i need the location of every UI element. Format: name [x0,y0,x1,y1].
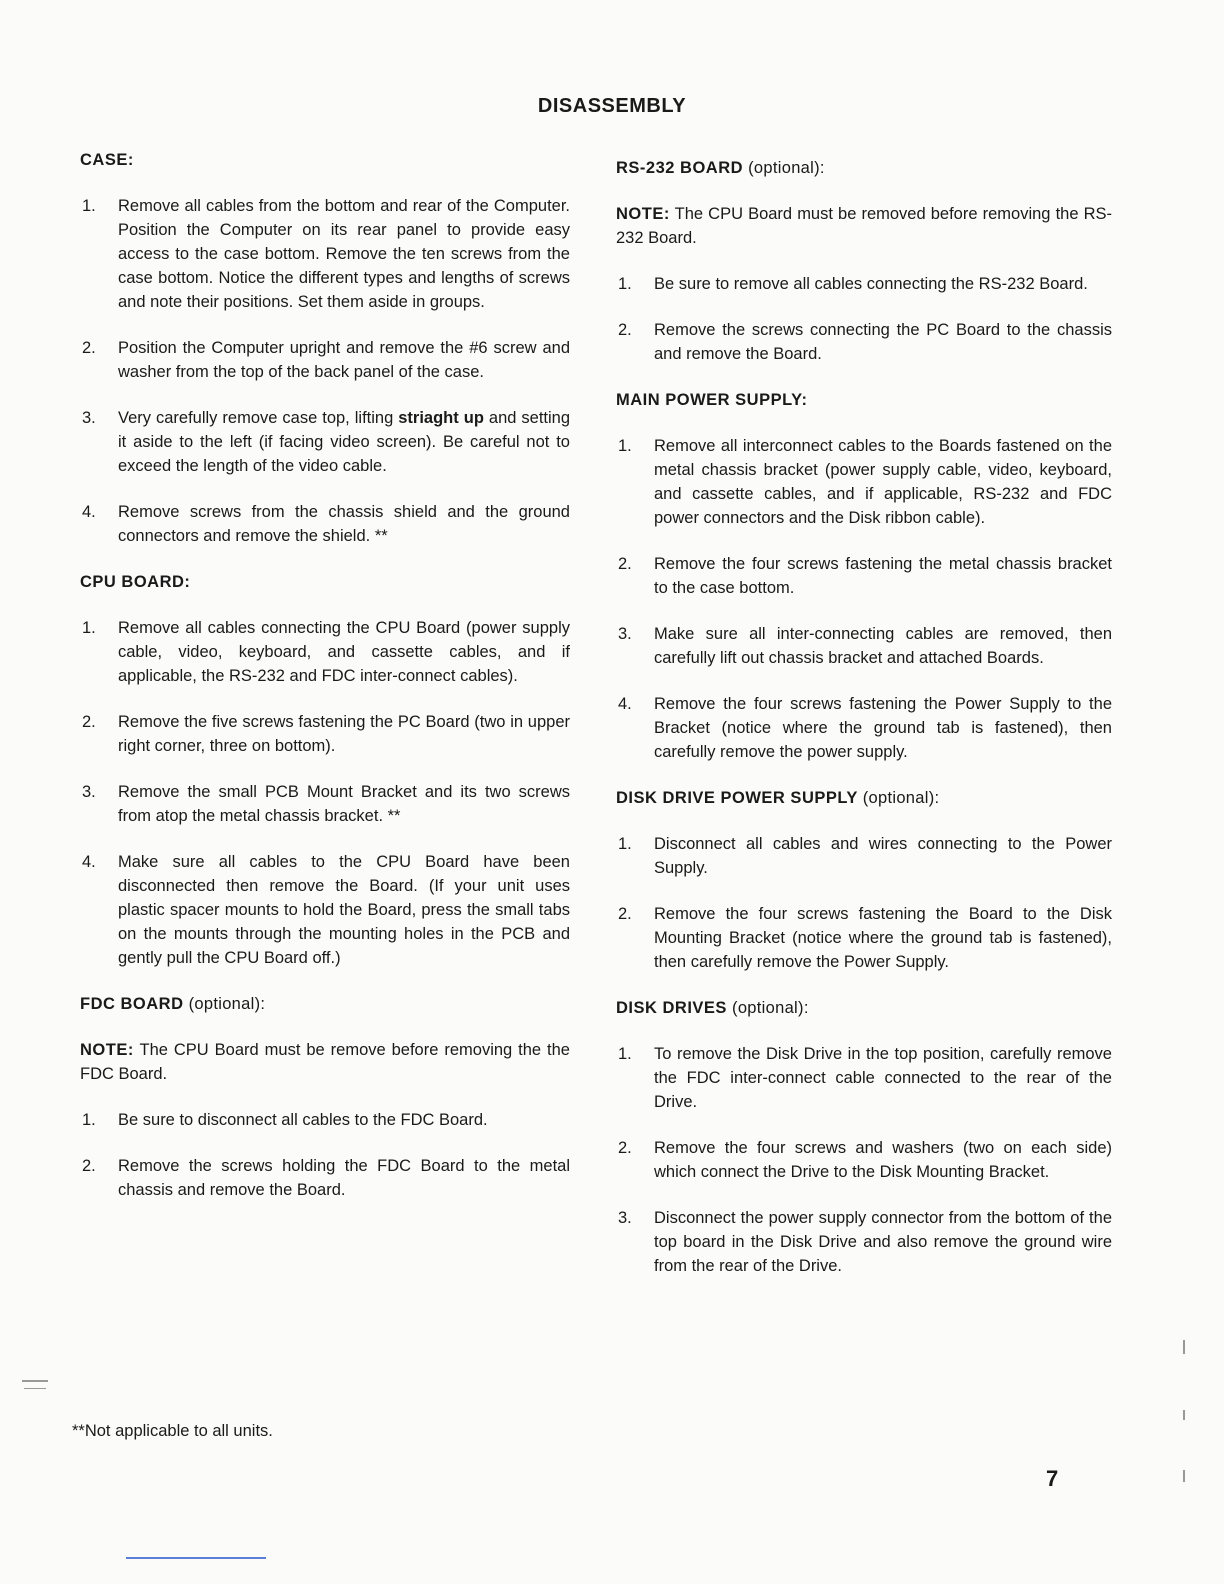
heading-label: DISK DRIVES [616,999,727,1017]
step-text: Remove the screws holding the FDC Board to the metal chassis and remove the Board. [118,1157,570,1199]
step-number: 2. [618,905,632,923]
fdc-board-step [80,1154,570,1202]
disk-drives-step [616,1042,1112,1114]
footnote: **Not applicable to all units. [72,1422,273,1440]
step-text: Remove screws from the chassis shield and the ground connectors and remove the shield. ** [118,503,570,545]
disk-drives-step [616,1206,1112,1278]
step-text: Remove the four screws and washers (two on each side) which connect the Drive to the Disk Mounting Bracket. [654,1139,1112,1181]
disk-drive-power-supply-step [616,902,1112,974]
step-number: 2. [618,555,632,573]
step-number: 1. [618,835,632,853]
step-number: 2. [618,1139,632,1157]
rs232-note [616,202,1112,250]
cpu-board-step [80,780,570,828]
note-label: NOTE: [80,1041,134,1059]
step-text: Remove the four screws fastening the Board to the Disk Mounting Bracket (notice where the ground tab is fastened), then carefully remove the Power Supply. [654,905,1112,971]
note-text: The CPU Board must be remove before removing the the FDC Board. [80,1041,570,1083]
case-step [80,194,570,314]
page-number: 7 [1046,1466,1059,1491]
step-text: Remove the screws connecting the PC Board to the chassis and remove the Board. [654,321,1112,363]
optional-label: (optional): [748,159,825,177]
page-title: DISASSEMBLY [537,95,687,117]
step-text: Be sure to remove all cables connecting the RS-232 Board. [654,275,1088,293]
right-column [616,148,1112,1300]
step-text [118,406,570,478]
step-text: Remove the four screws fastening the metal chassis bracket to the case bottom. [654,555,1112,597]
optional-label: (optional): [188,995,266,1013]
rs232-board-step [616,272,1112,296]
case-step [80,500,570,548]
step-number: 1. [82,197,96,215]
step-text-part: and setting it aside to the left (if facing video screen). Be careful not to exceed the length of the video cable. [118,409,571,475]
note-text: The CPU Board must be removed before removing the RS-232 Board. [616,205,1112,247]
step-text: Disconnect all cables and wires connecting to the Power Supply. [654,835,1112,877]
step-number: 2. [82,1157,96,1175]
fdc-board-heading [80,992,570,1016]
fdc-note [80,1038,570,1086]
step-number: 1. [82,1111,96,1129]
step-text-emphasis: striaght up [398,409,484,427]
step-number: 3. [618,625,632,643]
main-power-supply-heading: MAIN POWER SUPPLY: [616,391,808,409]
rs232-board-heading [616,156,1112,180]
main-power-supply-step [616,552,1112,600]
scan-artifact-mark [22,1380,48,1382]
cpu-board-heading: CPU BOARD: [80,573,191,591]
case-step [80,336,570,384]
main-power-supply-step [616,692,1112,764]
optional-label: (optional): [862,789,940,807]
step-number: 1. [618,1045,632,1063]
scan-artifact-mark [24,1388,46,1389]
disk-drive-power-supply-heading [616,786,1112,810]
disk-drives-step [616,1136,1112,1184]
case-heading: CASE: [80,151,134,169]
scan-artifact-mark [1183,1340,1185,1354]
disk-drive-power-supply-step [616,832,1112,880]
heading-label: FDC BOARD [80,995,184,1013]
step-text: Make sure all cables to the CPU Board have been disconnected then remove the Board. (If your unit uses plastic spacer mounts to hold the Board, press the small tabs on the mounts through the mounting holes in the PCB and gently pull the CPU Board off.) [118,853,570,967]
step-number: 3. [618,1209,632,1227]
step-text: Make sure all inter-connecting cables are removed, then carefully lift out chassis bracket and attached Boards. [654,625,1112,667]
cpu-board-step [80,710,570,758]
step-number: 2. [82,339,96,357]
case-step [80,406,570,478]
step-number: 3. [82,783,96,801]
main-power-supply-step [616,434,1112,530]
step-text: Be sure to disconnect all cables to the FDC Board. [118,1111,488,1129]
step-number: 4. [82,503,96,521]
heading-label: RS-232 BOARD [616,159,744,177]
step-text: Position the Computer upright and remove the #6 screw and washer from the top of the back panel of the case. [118,339,570,381]
step-text: Remove all interconnect cables to the Boards fastened on the metal chassis bracket (power supply cable, video, keyboard, and cassette cables, and if applicable, RS-232 and FDC power connectors and the Disk ribbon cable). [654,437,1112,527]
step-text: Remove the five screws fastening the PC Board (two in upper right corner, three on bottom). [118,713,570,755]
step-number: 1. [618,437,632,455]
step-number: 1. [618,275,632,293]
cpu-board-step [80,616,570,688]
step-number: 2. [82,713,96,731]
heading-label: DISK DRIVE POWER SUPPLY [616,789,858,807]
disk-drives-heading [616,996,1112,1020]
step-text: Remove the four screws fastening the Power Supply to the Bracket (notice where the ground tab is fastened), then carefully remove the power supply. [654,695,1112,761]
step-text-part: Very carefully remove case top, lifting [118,409,399,427]
step-text: Disconnect the power supply connector from the bottom of the top board in the Disk Drive and also remove the ground wire from the rear of the Drive. [654,1209,1112,1275]
rs232-board-step [616,318,1112,366]
left-column [80,140,570,1224]
note-label: NOTE: [616,205,670,223]
cpu-board-step [80,850,570,970]
step-number: 2. [618,321,632,339]
step-text: To remove the Disk Drive in the top position, carefully remove the FDC inter-connect cable connected to the rear of the Drive. [654,1045,1112,1111]
scan-artifact-line [126,1557,266,1559]
scan-artifact-mark [1183,1470,1185,1482]
step-text: Remove all cables from the bottom and rear of the Computer. Position the Computer on its rear panel to provide easy access to the case bottom. Remove the ten screws from the case bottom. Notice the different types and lengths of screws and note their positions. Set them aside in groups. [118,197,570,311]
optional-label: (optional): [732,999,809,1017]
main-power-supply-step [616,622,1112,670]
step-number: 4. [618,695,632,713]
fdc-board-step [80,1108,570,1132]
step-text: Remove all cables connecting the CPU Board (power supply cable, video, keyboard, and cassette cables, and if applicable, the RS-232 and FDC inter-connect cables). [118,619,570,685]
scan-artifact-mark [1183,1410,1185,1420]
step-number: 1. [82,619,96,637]
step-number: 3. [82,409,96,427]
step-number: 4. [82,853,96,871]
step-text: Remove the small PCB Mount Bracket and its two screws from atop the metal chassis bracket. ** [118,783,570,825]
